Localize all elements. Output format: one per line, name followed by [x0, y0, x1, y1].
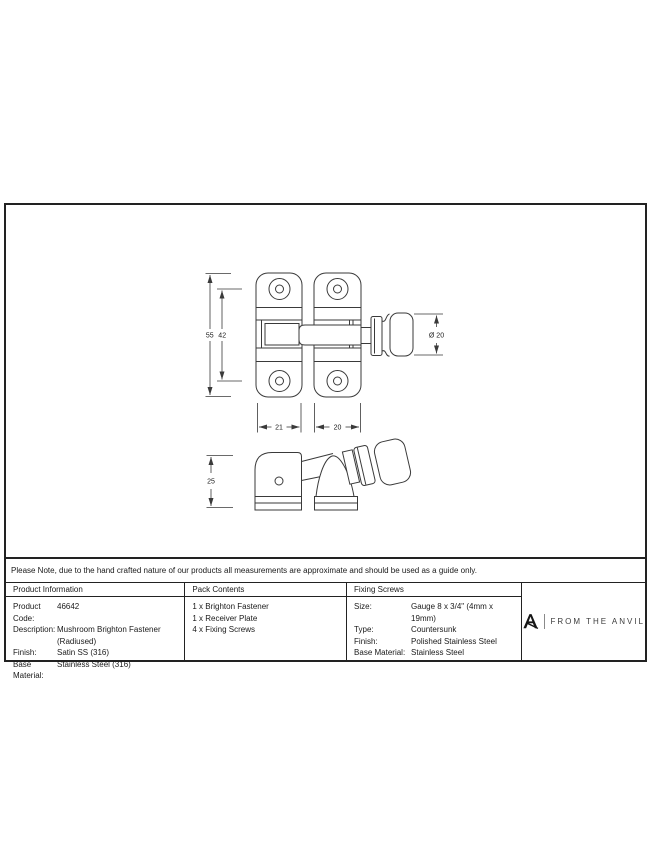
- row-label: Size:: [354, 602, 372, 611]
- row-value: 46642: [57, 602, 80, 611]
- row-value: Stainless Steel: [411, 648, 464, 657]
- product-information-header: Product Information: [6, 583, 184, 597]
- row-value: Gauge 8 x 3/4" (4mm x 19mm): [411, 602, 494, 623]
- brand-logo: [522, 613, 645, 630]
- table-row: [354, 636, 519, 648]
- brand-cell: [522, 583, 645, 660]
- sheet-frame: [4, 203, 647, 680]
- table-row: [13, 647, 182, 659]
- spec-table: [6, 583, 645, 680]
- anvil-logo-icon: [522, 613, 539, 630]
- row-label: [13, 636, 57, 648]
- row-value: (Radiused): [57, 636, 97, 646]
- dim-label-knob-diameter: Ø 20: [428, 332, 445, 340]
- row-label: Description:: [13, 625, 56, 634]
- pack-item: 1 x Receiver Plate: [192, 613, 258, 623]
- note-text: Please Note, due to the hand crafted nature of our products all measurements are approximate and should be used as a guide only.: [11, 566, 477, 575]
- dim-label-25: 25: [207, 478, 215, 486]
- dim-label-55: 55: [205, 332, 214, 340]
- row-value: Countersunk: [411, 625, 457, 634]
- row-value: Stainless Steel (316): [57, 659, 131, 669]
- row-value: Satin SS (316): [57, 648, 110, 657]
- row-label: Finish:: [354, 636, 378, 646]
- table-row: [13, 659, 182, 682]
- fixing-screws-column: [347, 583, 522, 660]
- dim-label-42: 42: [218, 332, 227, 340]
- pack-contents-header: Pack Contents: [185, 583, 346, 597]
- row-value: Mushroom Brighton Fastener: [57, 625, 161, 634]
- table-row: [354, 647, 519, 659]
- table-row: [13, 624, 182, 636]
- row-label: Type:: [354, 625, 374, 634]
- pack-item: 4 x Fixing Screws: [192, 625, 256, 634]
- row-label: Base Material:: [354, 648, 406, 657]
- product-information-column: [6, 583, 185, 680]
- dim-label-20: 20: [333, 424, 342, 432]
- brand-divider: [544, 614, 545, 629]
- pack-contents-column: [185, 583, 347, 660]
- table-row: [13, 636, 182, 648]
- brand-name: FROM THE ANVIL: [550, 617, 645, 626]
- dim-label-21: 21: [275, 424, 283, 432]
- table-row: [354, 601, 519, 624]
- row-value: Polished Stainless Steel: [411, 636, 497, 646]
- table-row: [13, 601, 182, 624]
- row-label: Finish:: [13, 648, 37, 657]
- row-label: Base Material:: [13, 659, 44, 680]
- pack-item: 1 x Brighton Fastener: [192, 602, 269, 611]
- fixing-screws-header: Fixing Screws: [347, 583, 521, 597]
- row-label: Product Code:: [13, 602, 41, 623]
- table-row: [354, 624, 519, 636]
- measurement-note: [6, 557, 645, 583]
